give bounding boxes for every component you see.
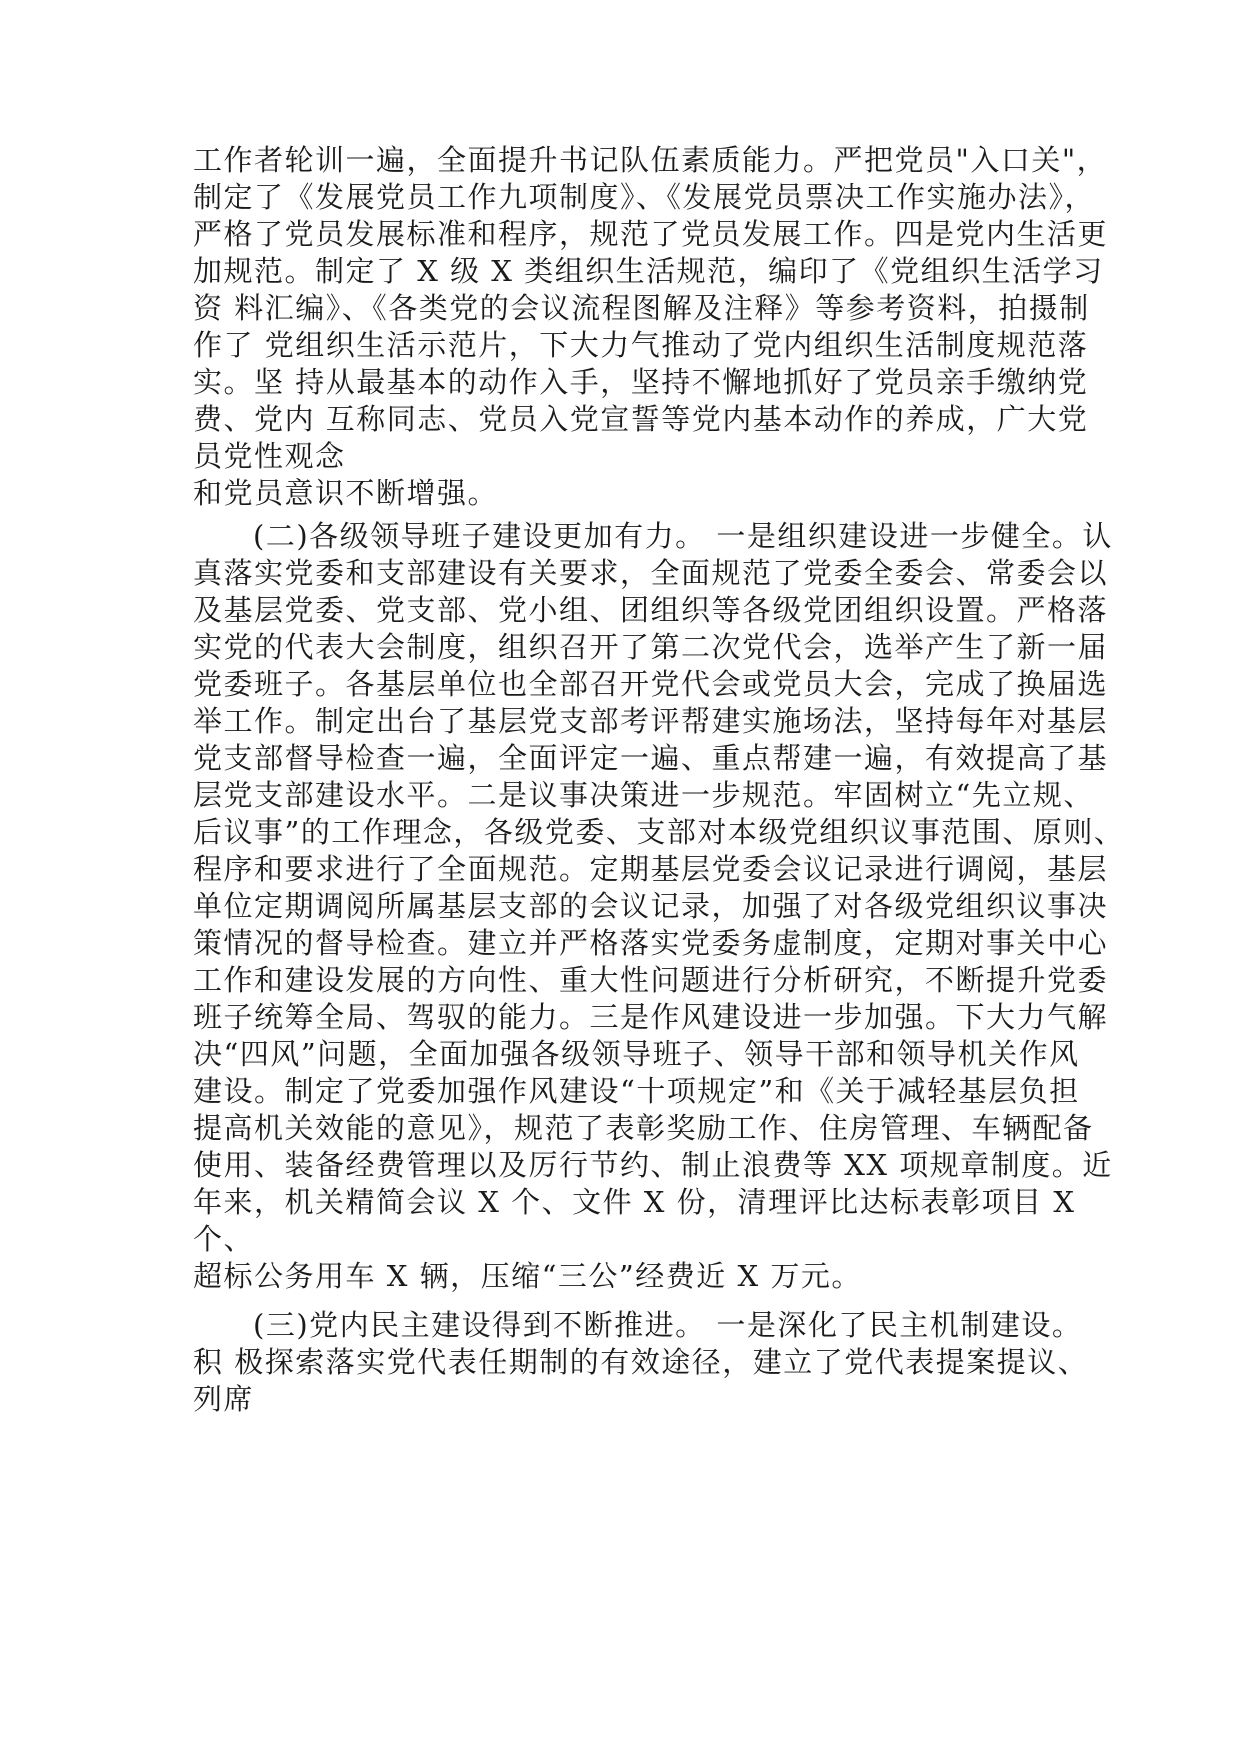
paragraph-line: 单位定期调阅所属基层支部的会议记录，加强了对各级党组织议事决 [193,889,1109,923]
paragraph-line: 制定了《发展党员工作九项制度》、《发展党员票决工作实施办法》， [193,180,1096,214]
paragraph-line: 班子统筹全局、驾驭的能力。三是作风建设进一步加强。下大力气解 [193,1000,1109,1034]
paragraph-line: 员党性观念 [193,439,346,473]
paragraph-line: 使用、装备经费管理以及厉行节约、制止浪费等 XX 项规章制度。近 [193,1148,1113,1182]
paragraph-line: 实。坚 持从最基本的动作入手，坚持不懈地抓好了党员亲手缴纳党 [193,365,1089,399]
paragraph-line: 工作者轮训一遍，全面提升书记队伍素质能力。严把党员"入口关"， [193,143,1108,177]
paragraph-line: 决“四风”问题，全面加强各级领导班子、领导干部和领导机关作风 [193,1037,1080,1071]
paragraph-line: 策情况的督导检查。建立并严格落实党委务虚制度，定期对事关中心 [193,926,1109,960]
paragraph-line: 层党支部建设水平。二是议事决策进一步规范。牢固树立“先立规、 [193,778,1094,812]
paragraph-line: 提高机关效能的意见》，规范了表彰奖励工作、住房管理、车辆配备 [193,1111,1094,1145]
paragraph-line: 加规范。制定了 X 级 X 类组织生活规范，编印了《党组织生活学习 [193,254,1104,288]
paragraph-line: 举工作。制定出台了基层党支部考评帮建实施场法，坚持每年对基层 [193,704,1109,738]
paragraph-line: 费、党内 互称同志、党员入党宣誓等党内基本动作的养成，广大党 [193,402,1089,436]
paragraph-line: 党委班子。各基层单位也全部召开党代会或党员大会，完成了换届选 [193,667,1109,701]
paragraph-line: 年来，机关精简会议 X 个、文件 X 份，清理评比达标表彰项目 X [193,1185,1076,1219]
paragraph-line: 程序和要求进行了全面规范。定期基层党委会议记录进行调阅，基层 [193,852,1109,886]
paragraph-line: 严格了党员发展标准和程序，规范了党员发展工作。四是党内生活更 [193,217,1109,251]
section-heading-line: (三)党内民主建设得到不断推进。 一是深化了民主机制建设。 [253,1308,1083,1342]
paragraph-line: 实党的代表大会制度，组织召开了第二次党代会，选举产生了新一届 [193,630,1109,664]
paragraph-line: 列席 [193,1382,255,1416]
paragraph-line: 积 极探索落实党代表任期制的有效途径，建立了党代表提案提议、 [193,1345,1089,1379]
paragraph-line: 个、 [193,1222,255,1256]
paragraph-line: 后议事”的工作理念，各级党委、支部对本级党组织议事范围、原则、 [193,815,1125,849]
paragraph-line: 党支部督导检查一遍，全面评定一遍、重点帮建一遍，有效提高了基 [193,741,1109,775]
paragraph-line: 超标公务用车 X 辆，压缩“三公”经费近 X 万元。 [193,1259,862,1293]
paragraph-line: 工作和建设发展的方向性、重大性问题进行分析研究，不断提升党委 [193,963,1109,997]
section-heading-line: (二)各级领导班子建设更加有力。 一是组织建设进一步健全。认 [253,519,1113,553]
paragraph-line: 作了 党组织生活示范片，下大力气推动了党内组织生活制度规范落 [193,328,1089,362]
paragraph-line: 真落实党委和支部建设有关要求，全面规范了党委全委会、常委会以 [193,556,1109,590]
paragraph-line: 及基层党委、党支部、党小组、团组织等各级党团组织设置。严格落 [193,593,1109,627]
paragraph-line: 建设。制定了党委加强作风建设“十项规定”和《关于减轻基层负担 [193,1074,1080,1108]
document-body [193,142,1125,1418]
paragraph-line: 资 料汇编》、《各类党的会议流程图解及注释》等参考资料，拍摄制 [193,291,1090,325]
paragraph-line: 和党员意识不断增强。 [193,476,499,510]
